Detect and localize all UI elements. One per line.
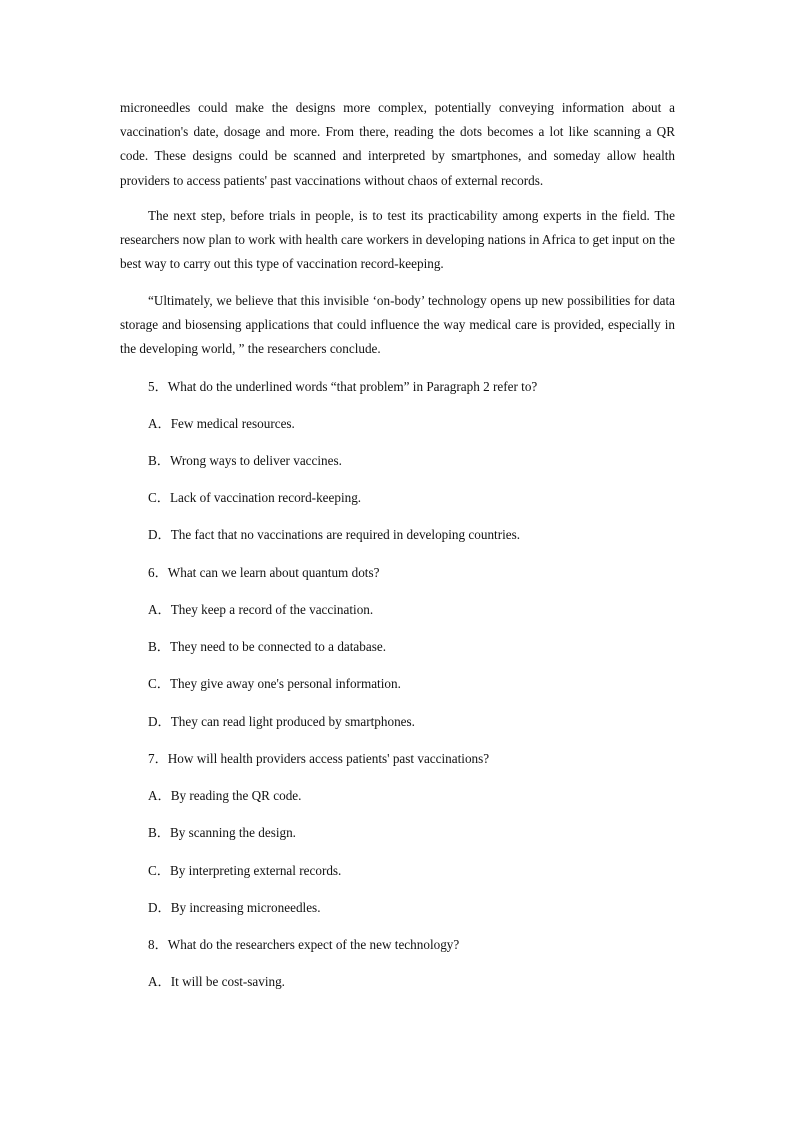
question-5-option-a: A．Few medical resources. <box>148 416 295 431</box>
question-5-stem: 5．What do the underlined words “that problem” in Paragraph 2 refer to? <box>148 379 538 394</box>
question-7-stem: 7．How will health providers access patients' past vaccinations? <box>148 751 490 766</box>
question-5-option-d: D．The fact that no vaccinations are required in developing countries. <box>148 527 521 542</box>
question-7-option-d: D．By increasing microneedles. <box>148 900 321 915</box>
question-5-option-c: C．Lack of vaccination record-keeping. <box>148 490 362 505</box>
question-7-option-a: A．By reading the QR code. <box>148 788 302 803</box>
question-6-stem: 6．What can we learn about quantum dots? <box>148 565 380 580</box>
passage-paragraph-2: The next step, before trials in people, is to test its practicability among experts in the field. The researchers now plan to work with health care workers in developing nations in Africa to get input on the best way to carry out this type of vaccination record-keeping. <box>120 208 675 272</box>
question-6-option-a: A．They keep a record of the vaccination. <box>148 602 374 617</box>
question-8-option-a: A．It will be cost-saving. <box>148 974 285 989</box>
question-5-option-b: B．Wrong ways to deliver vaccines. <box>148 453 342 468</box>
question-6-option-c: C．They give away one's personal information. <box>148 676 401 691</box>
question-8-stem: 8．What do the researchers expect of the new technology? <box>148 937 460 952</box>
question-6-option-b: B．They need to be connected to a database. <box>148 639 387 654</box>
question-7-option-b: B．By scanning the design. <box>148 825 296 840</box>
passage-paragraph-3: “Ultimately, we believe that this invisible ‘on-body’ technology opens up new possibilities for data storage and biosensing applications that could influence the way medical care is provided, especially in the developing world, ” the researchers conclude. <box>120 293 675 357</box>
passage-paragraph-1: microneedles could make the designs more complex, potentially conveying information about a vaccination's date, dosage and more. From there, reading the dots becomes a lot like scanning a QR code. These designs could be scanned and interpreted by smartphones, and someday allow health providers to access patients' past vaccinations without chaos of external records. <box>120 100 675 188</box>
question-7-option-c: C．By interpreting external records. <box>148 863 342 878</box>
question-6-option-d: D．They can read light produced by smartphones. <box>148 714 415 729</box>
